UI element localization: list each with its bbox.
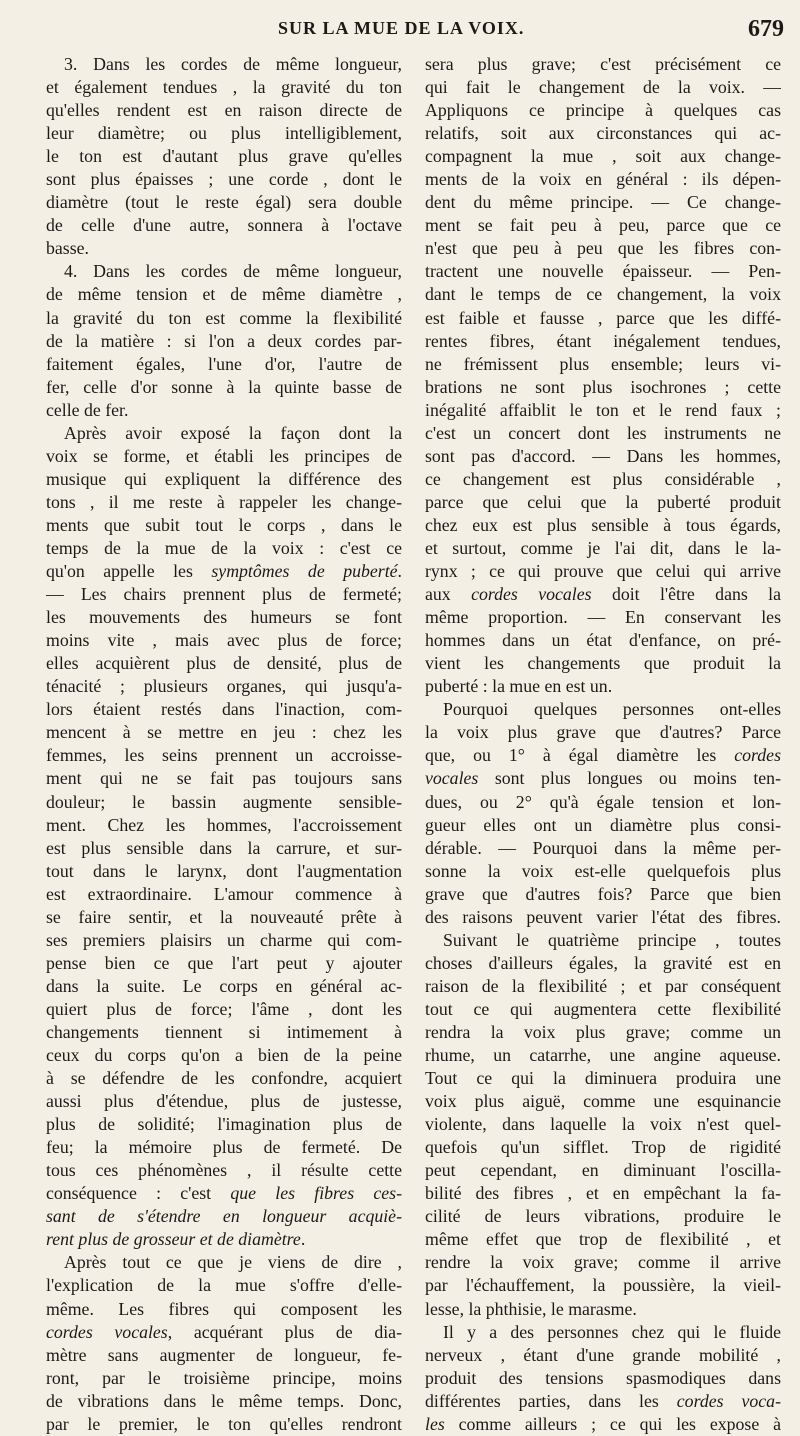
- text-line: tout ce qui augmentera cette flexibilité: [425, 998, 781, 1019]
- text-line: ment qui ne se fait pas toujours sans: [46, 768, 402, 789]
- text-line: même effet que trop de flexibilité , et: [425, 1229, 781, 1250]
- text-line: nerveux , étant d'une grande mobilité ,: [425, 1344, 781, 1365]
- text-line: conséquence : c'est que les fibres ces-: [46, 1183, 402, 1204]
- text-line: temps de la mue de la voix : c'est ce: [46, 537, 402, 558]
- italic-phrase: cordes: [734, 745, 781, 766]
- text-line: vocales sont plus longues ou moins ten-: [425, 768, 781, 789]
- text-line: ses premiers plaisirs un charme qui com-: [46, 929, 402, 950]
- text-line: et également tendues , la gravité du ton: [46, 77, 402, 98]
- text-line: différentes parties, dans les cordes voca-: [425, 1390, 781, 1411]
- text-line: ront, par le troisième principe, moins: [46, 1367, 402, 1388]
- text-line: Il y a des personnes chez qui le fluide: [443, 1321, 781, 1342]
- text-line: tout dans le larynx, dont l'augmentation: [46, 860, 402, 881]
- left-column: [46, 53, 402, 1436]
- text-line: elles acquièrent plus de densité, plus de: [46, 653, 402, 674]
- text-line: ceux du corps qu'on a bien de la peine: [46, 1045, 402, 1066]
- text-line: rentes fibres, étant inégalement tendues,: [425, 330, 781, 351]
- text-line: leur diamètre; ou plus intelligiblement,: [46, 123, 402, 144]
- text-line: femmes, les seins prennent un accroisse-: [46, 745, 402, 766]
- text-line: lesse, la phthisie, le marasme.: [425, 1298, 637, 1319]
- text-line: musique qui expliquent la différence des: [46, 468, 402, 489]
- text-line: Appliquons ce principe à quelques cas: [425, 100, 781, 121]
- text-line: voix plus aiguë, comme une esquinancie: [425, 1091, 781, 1112]
- text-line: faitement égales, l'une d'or, l'autre de: [46, 353, 402, 374]
- text-line: rynx ; ce qui prouve que celui qui arrive: [425, 561, 781, 582]
- text-line: puberté : la mue en est un.: [425, 676, 613, 697]
- text-line: basse.: [46, 238, 89, 259]
- text-line: ments de la voix en général : ils dépen-: [425, 169, 781, 190]
- text-line: et surtout, comme je l'ai dit, dans le la-: [425, 537, 781, 558]
- text-line: ments que subit tout le corps , dans le: [46, 514, 402, 535]
- text-line: mencent à se mettre en jeu : chez les: [46, 722, 402, 743]
- text-line: rent plus de grosseur et de diamètre.: [46, 1229, 306, 1250]
- text-line: de la matière : si l'on a deux cordes par-: [46, 330, 402, 351]
- italic-phrase: symptômes de puberté: [211, 561, 398, 582]
- text-line: les comme ailleurs ; ce qui les expose à: [425, 1413, 781, 1434]
- text-line: lors étaient restés dans l'inaction, com-: [46, 699, 402, 720]
- text-line: voix se forme, et établi les principes de: [46, 445, 402, 466]
- text-line: à se défendre de les confondre, acquiert: [46, 1068, 402, 1089]
- page-number: 679: [748, 16, 784, 42]
- text-line: choses d'ailleurs égales, la gravité est en: [425, 952, 781, 973]
- italic-phrase: cordes voca-: [676, 1390, 781, 1411]
- text-line: compagnent la mue , soit aux change-: [425, 146, 781, 167]
- italic-phrase: rent plus de grosseur et de diamètre: [46, 1229, 301, 1250]
- text-line: ment se fait peu à peu, parce que ce: [425, 215, 781, 236]
- text-line: Suivant le quatrième principe , toutes: [443, 929, 781, 950]
- text-line: gueur elles ont un diamètre plus consi-: [425, 814, 781, 835]
- text-line: produit des tensions spasmodiques dans: [425, 1367, 781, 1388]
- text-line: mètre sans augmenter de longueur, fe-: [46, 1344, 402, 1365]
- text-line: rendre la voix grave; comme il arrive: [425, 1252, 781, 1273]
- text-line: brations ne sont plus isochrones ; cette: [425, 376, 781, 397]
- text-line: chez eux est plus sensible à tous égards,: [425, 514, 781, 535]
- text-line: peut cependant, en diminuant l'oscilla-: [425, 1160, 781, 1181]
- text-line: l'explication de la mue s'offre d'elle-: [46, 1275, 402, 1296]
- text-line: Tout ce qui la diminuera produira une: [425, 1068, 781, 1089]
- text-line: qu'on appelle les symptômes de puberté.: [46, 561, 402, 582]
- text-line: des raisons peuvent varier l'état des fibres.: [425, 906, 781, 927]
- text-line: fer, celle d'or sonne à la quinte basse de: [46, 376, 402, 397]
- text-line: changements tiennent si intimement à: [46, 1021, 402, 1042]
- text-line: même. Les fibres qui composent les: [46, 1298, 402, 1319]
- text-line: — Les chairs prennent plus de fermeté;: [46, 584, 402, 605]
- text-line: qu'elles rendent est en raison directe de: [46, 100, 402, 121]
- text-line: les mouvements des humeurs se font: [46, 607, 402, 628]
- text-line: par le premier, le ton qu'elles rendront: [46, 1413, 402, 1434]
- text-line: dans la suite. Le corps en général ac-: [46, 975, 402, 996]
- text-line: sont plus épaisses ; une corde , dont le: [46, 169, 402, 190]
- text-line: n'est que peu à peu que les fibres con-: [425, 238, 781, 259]
- text-line: la voix plus grave que d'autres? Parce: [425, 722, 781, 743]
- text-line: que, ou 1° à égal diamètre les cordes: [425, 745, 781, 766]
- text-line: ne frémissent plus ensemble; leurs vi-: [425, 353, 781, 374]
- text-line: qui fait le changement de la voix. —: [425, 77, 781, 98]
- text-line: sonne la voix est-elle quelquefois plus: [425, 860, 781, 881]
- text-line: rhume, un catarrhe, une angine aqueuse.: [425, 1045, 781, 1066]
- text-line: ce changement est plus considérable ,: [425, 468, 781, 489]
- italic-phrase: cordes vocales: [471, 584, 592, 605]
- text-line: ténacité ; plusieurs organes, qui jusqu'a-: [46, 676, 402, 697]
- text-line: dent du même principe. — Ce change-: [425, 192, 781, 213]
- italic-phrase: que les fibres ces-: [230, 1183, 402, 1204]
- text-line: rendra la voix plus grave; comme un: [425, 1021, 781, 1042]
- text-line: dues, ou 2° qu'à égale tension et lon-: [425, 791, 781, 812]
- right-column: [425, 53, 781, 1436]
- text-line: relatifs, soit aux circonstances qui ac-: [425, 123, 781, 144]
- text-line: de celle d'une autre, sonnera à l'octave: [46, 215, 402, 236]
- text-line: douleur; le bassin augmente sensible-: [46, 791, 402, 812]
- text-line: diamètre (tout le reste égal) sera double: [46, 192, 402, 213]
- text-line: le ton est d'autant plus grave qu'elles: [46, 146, 402, 167]
- text-line: grave que d'autres fois? Parce que bien: [425, 883, 781, 904]
- text-line: ment. Chez les hommes, l'accroissement: [46, 814, 402, 835]
- text-line: tractent une nouvelle épaisseur. — Pen-: [425, 261, 781, 282]
- text-line: de vibrations dans le même temps. Donc,: [46, 1390, 402, 1411]
- text-line: dant le temps de ce changement, la voix: [425, 284, 781, 305]
- text-line: cilité de leurs vibrations, produire le: [425, 1206, 781, 1227]
- text-line: tous ces phénomènes , il résulte cette: [46, 1160, 402, 1181]
- text-line: sera plus grave; c'est précisément ce: [425, 54, 781, 74]
- italic-phrase: sant de s'étendre en longueur acquiè-: [46, 1206, 402, 1227]
- text-line: de même tension et de même diamètre ,: [46, 284, 402, 305]
- italic-phrase: cordes vocales: [46, 1321, 168, 1342]
- running-head: [40, 16, 784, 44]
- text-line: feu; la mémoire plus de fermeté. De: [46, 1137, 402, 1158]
- text-line: est extraordinaire. L'amour commence à: [46, 883, 402, 904]
- text-line: vient les changements que produit la: [425, 653, 781, 674]
- text-line: Pourquoi quelques personnes ont-elles: [443, 699, 781, 720]
- text-line: tons , il me reste à rappeler les change-: [46, 491, 402, 512]
- text-line: hommes dans un état d'enfance, on pré-: [425, 630, 781, 651]
- text-line: la gravité du ton est comme la flexibilité: [46, 307, 402, 328]
- text-line: par l'échauffement, la poussière, la vieil-: [425, 1275, 781, 1296]
- text-line: quefois qu'un sifflet. Trop de rigidité: [425, 1137, 781, 1158]
- text-line: 4. Dans les cordes de même longueur,: [64, 261, 402, 282]
- text-line: dérable. — Pourquoi dans la même per-: [425, 837, 781, 858]
- italic-phrase: les: [425, 1413, 445, 1434]
- text-line: quiert plus de force; l'âme , dont les: [46, 998, 402, 1019]
- text-line: aussi plus d'étendue, plus de justesse,: [46, 1091, 402, 1112]
- text-line: bilité des fibres , et en empêchant la fa-: [425, 1183, 781, 1204]
- text-line: sont pas d'accord. — Dans les hommes,: [425, 445, 781, 466]
- text-line: [46, 1205, 402, 1228]
- text-line: aux cordes vocales doit l'être dans la: [425, 584, 781, 605]
- text-line: plus de solidité; l'imagination plus de: [46, 1114, 402, 1135]
- text-line: violente, dans laquelle la voix n'est quel-: [425, 1114, 781, 1135]
- text-line: raison de la flexibilité ; et par conséquent: [425, 975, 781, 996]
- text-line: pense bien ce que l'art peut y ajouter: [46, 952, 402, 973]
- text-line: inégalité affaiblit le ton et le rend faux ;: [425, 399, 781, 420]
- text-line: Après tout ce que je viens de dire ,: [64, 1252, 402, 1273]
- italic-phrase: vocales: [425, 768, 479, 789]
- text-line: cordes vocales, acquérant plus de dia-: [46, 1321, 402, 1342]
- text-line: est plus sensible dans la carrure, et sur-: [46, 837, 402, 858]
- running-title: SUR LA MUE DE LA VOIX.: [278, 18, 525, 38]
- text-line: c'est un concert dont les instruments ne: [425, 422, 781, 443]
- text-line: se faire sentir, et la nouveauté prête à: [46, 906, 402, 927]
- text-line: moins vite , mais avec plus de force;: [46, 630, 402, 651]
- text-line: celle de fer.: [46, 399, 129, 420]
- text-line: 3. Dans les cordes de même longueur,: [64, 54, 402, 74]
- text-line: est faible et fausse , parce que les diffé-: [425, 307, 781, 328]
- text-line: parce que celui que la puberté produit: [425, 491, 781, 512]
- text-line: Après avoir exposé la façon dont la: [64, 422, 402, 443]
- text-line: même proportion. — En conservant les: [425, 607, 781, 628]
